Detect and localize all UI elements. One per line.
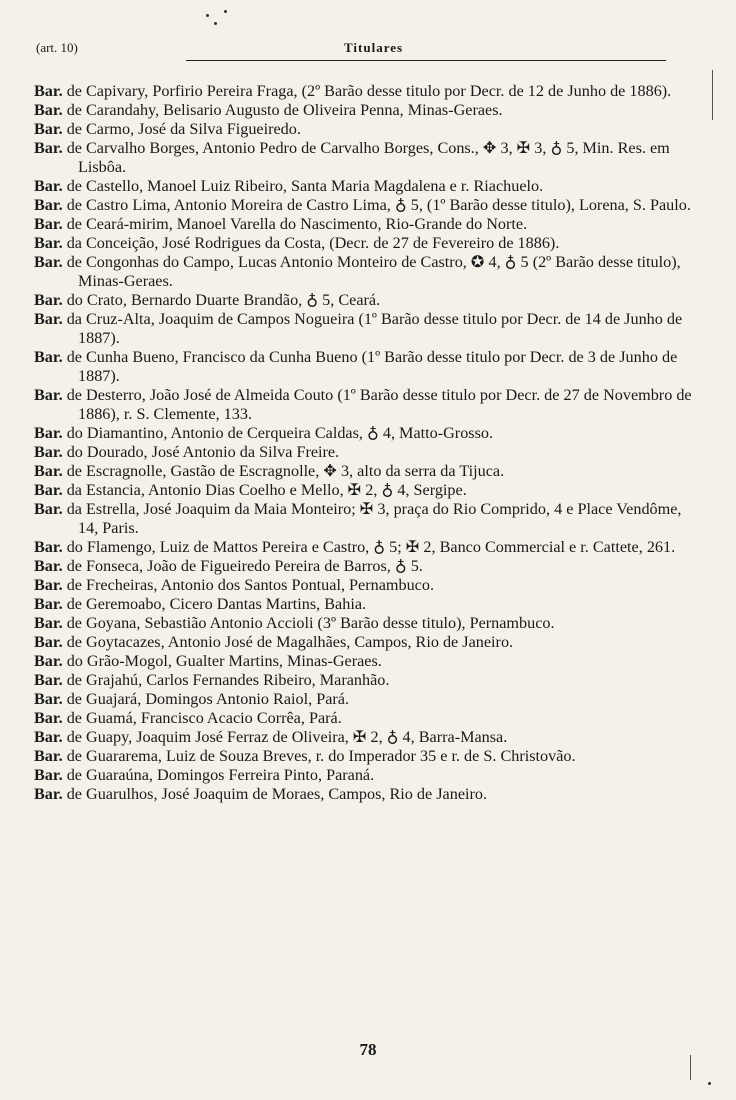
- entry-abbreviation: Bar.: [34, 538, 63, 556]
- entry-abbreviation: Bar.: [34, 747, 63, 765]
- entry: [34, 652, 694, 671]
- scan-speck: [708, 1082, 711, 1085]
- entry: [34, 614, 694, 633]
- entry-abbreviation: Bar.: [34, 386, 63, 404]
- entry: [34, 82, 694, 101]
- entry-abbreviation: Bar.: [34, 652, 63, 670]
- running-title: Titulares: [344, 40, 404, 55]
- entry-abbreviation: Bar.: [34, 177, 63, 195]
- article-reference: (art. 10): [36, 40, 78, 55]
- entry-text: de Guapy, Joaquim José Ferraz de Oliveira, ✠ 2, ♁ 4, Barra-Mansa.: [62, 728, 508, 746]
- entry-abbreviation: Bar.: [34, 671, 63, 689]
- entry: [34, 196, 694, 215]
- entry-text: de Castello, Manoel Luiz Ribeiro, Santa Maria Magdalena e r. Riachuelo.: [62, 177, 544, 195]
- entry-abbreviation: Bar.: [34, 291, 63, 309]
- margin-mark: [690, 1055, 691, 1080]
- entry-abbreviation: Bar.: [34, 595, 63, 613]
- entry-abbreviation: Bar.: [34, 310, 63, 328]
- entry-abbreviation: Bar.: [34, 500, 63, 518]
- entry-text: de Escragnolle, Gastão de Escragnolle, ✥ 3, alto da serra da Tijuca.: [62, 462, 505, 480]
- entry: [34, 671, 694, 690]
- entry-abbreviation: Bar.: [34, 690, 63, 708]
- entry-abbreviation: Bar.: [34, 424, 63, 442]
- entry-text: da Estrella, José Joaquim da Maia Monteiro; ✠ 3, praça do Rio Comprido, 4 e Place Vendôme, 14, Paris.: [62, 500, 682, 537]
- margin-mark: [712, 70, 713, 120]
- entry-abbreviation: Bar.: [34, 196, 63, 214]
- entry-text: do Crato, Bernardo Duarte Brandão, ♁ 5, Ceará.: [62, 291, 381, 309]
- entry-text: de Carandahy, Belisario Augusto de Oliveira Penna, Minas-Geraes.: [62, 101, 503, 119]
- entry: [34, 633, 694, 652]
- entry: [34, 310, 694, 348]
- entry-abbreviation: Bar.: [34, 82, 63, 100]
- entry: [34, 101, 694, 120]
- entry-text: de Carvalho Borges, Antonio Pedro de Carvalho Borges, Cons., ✥ 3, ✠ 3, ♁ 5, Min. Res. em Lisbôa.: [62, 139, 670, 176]
- entry: [34, 386, 694, 424]
- entry: [34, 709, 694, 728]
- scan-speck: [214, 22, 217, 25]
- entry: [34, 595, 694, 614]
- entry-abbreviation: Bar.: [34, 101, 63, 119]
- entry-text: de Guaraúna, Domingos Ferreira Pinto, Paraná.: [62, 766, 375, 784]
- entry-abbreviation: Bar.: [34, 633, 63, 651]
- entry-abbreviation: Bar.: [34, 348, 63, 366]
- entry-abbreviation: Bar.: [34, 576, 63, 594]
- entry: [34, 747, 694, 766]
- entry-abbreviation: Bar.: [34, 443, 63, 461]
- entry-text: de Castro Lima, Antonio Moreira de Castro Lima, ♁ 5, (1º Barão desse titulo), Lorena, S. Paulo.: [62, 196, 691, 214]
- entry: [34, 215, 694, 234]
- entry-abbreviation: Bar.: [34, 709, 63, 727]
- entry-abbreviation: Bar.: [34, 614, 63, 632]
- entry: [34, 785, 694, 804]
- entry-text: do Dourado, José Antonio da Silva Freire.: [62, 443, 340, 461]
- entry: [34, 576, 694, 595]
- entry-text: de Grajahú, Carlos Fernandes Ribeiro, Maranhão.: [62, 671, 390, 689]
- entry-abbreviation: Bar.: [34, 462, 63, 480]
- entry-text: de Congonhas do Campo, Lucas Antonio Monteiro de Castro, ✪ 4, ♁ 5 (2º Barão desse titulo), Minas-Geraes.: [62, 253, 681, 290]
- entry-text: de Guarulhos, José Joaquim de Moraes, Campos, Rio de Janeiro.: [62, 785, 488, 803]
- entry: [34, 766, 694, 785]
- entry-text: de Guajará, Domingos Antonio Raiol, Pará.: [62, 690, 350, 708]
- entry-text: de Goyana, Sebastião Antonio Accioli (3º Barão desse titulo), Pernambuco.: [62, 614, 555, 632]
- entry-text: de Carmo, José da Silva Figueiredo.: [62, 120, 301, 138]
- entry: [34, 177, 694, 196]
- entry-text: de Frecheiras, Antonio dos Santos Pontual, Pernambuco.: [62, 576, 435, 594]
- entry-abbreviation: Bar.: [34, 785, 63, 803]
- scan-speck: [224, 10, 227, 13]
- entry: [34, 443, 694, 462]
- entry: [34, 424, 694, 443]
- entry-text: de Desterro, João José de Almeida Couto (1º Barão desse titulo por Decr. de 27 de Novembro de 1886), r. S. Clemente, 133.: [62, 386, 692, 423]
- entry-text: de Goytacazes, Antonio José de Magalhães, Campos, Rio de Janeiro.: [62, 633, 514, 651]
- entry-text: de Cunha Bueno, Francisco da Cunha Bueno (1º Barão desse titulo por Decr. de 3 de Junho de 1887).: [62, 348, 678, 385]
- entry-abbreviation: Bar.: [34, 234, 63, 252]
- entry-abbreviation: Bar.: [34, 215, 63, 233]
- entry: [34, 139, 694, 177]
- header-rule: [186, 60, 666, 61]
- entry: [34, 291, 694, 310]
- entry-text: do Grão-Mogol, Gualter Martins, Minas-Geraes.: [62, 652, 382, 670]
- entry: [34, 120, 694, 139]
- entry: [34, 234, 694, 253]
- entry-text: de Ceará-mirim, Manoel Varella do Nascimento, Rio-Grande do Norte.: [62, 215, 528, 233]
- scan-speck: [206, 14, 209, 17]
- entry-abbreviation: Bar.: [34, 766, 63, 784]
- entry: [34, 728, 694, 747]
- entry: [34, 253, 694, 291]
- entry-text: de Guararema, Luiz de Souza Breves, r. do Imperador 35 e r. de S. Christovão.: [62, 747, 576, 765]
- entry-text: de Geremoabo, Cicero Dantas Martins, Bahia.: [62, 595, 367, 613]
- entry-abbreviation: Bar.: [34, 253, 63, 271]
- entry: [34, 538, 694, 557]
- entry-text: da Estancia, Antonio Dias Coelho e Mello, ✠ 2, ♁ 4, Sergipe.: [62, 481, 467, 499]
- entry-abbreviation: Bar.: [34, 481, 63, 499]
- entry-text: da Cruz-Alta, Joaquim de Campos Nogueira (1º Barão desse titulo por Decr. de 14 de Junho de 1887).: [62, 310, 683, 347]
- entry-text: da Conceição, José Rodrigues da Costa, (Decr. de 27 de Fevereiro de 1886).: [62, 234, 560, 252]
- entry-abbreviation: Bar.: [34, 139, 63, 157]
- entry-text: de Fonseca, João de Figueiredo Pereira de Barros, ♁ 5.: [62, 557, 423, 575]
- entry: [34, 500, 694, 538]
- entry-text: do Diamantino, Antonio de Cerqueira Caldas, ♁ 4, Matto-Grosso.: [62, 424, 494, 442]
- entry: [34, 481, 694, 500]
- page-header: [36, 40, 666, 62]
- entry-abbreviation: Bar.: [34, 120, 63, 138]
- entry-abbreviation: Bar.: [34, 728, 63, 746]
- entry: [34, 690, 694, 709]
- entry: [34, 348, 694, 386]
- entry: [34, 462, 694, 481]
- page-number: 78: [359, 1040, 377, 1059]
- entry-text: de Guamá, Francisco Acacio Corrêa, Pará.: [62, 709, 342, 727]
- title-holder-list: [34, 82, 694, 804]
- entry: [34, 557, 694, 576]
- entry-abbreviation: Bar.: [34, 557, 63, 575]
- entry-text: do Flamengo, Luiz de Mattos Pereira e Castro, ♁ 5; ✠ 2, Banco Commercial e r. Cattete, 261.: [62, 538, 676, 556]
- entry-text: de Capivary, Porfirio Pereira Fraga, (2º Barão desse titulo por Decr. de 12 de Junho de 1886).: [62, 82, 672, 100]
